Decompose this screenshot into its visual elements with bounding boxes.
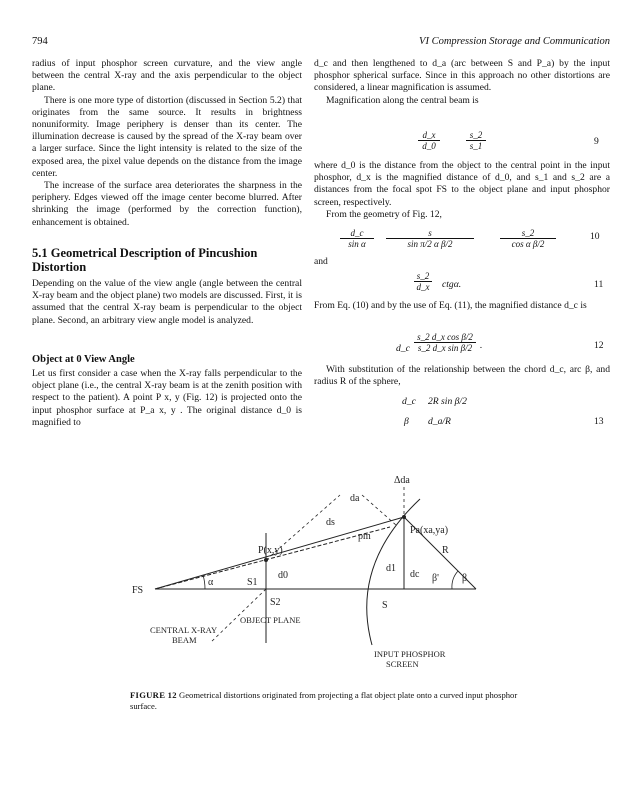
right-paragraph-5-wrap [314,300,610,312]
eq9-den-left: d_0 [422,141,436,151]
eq10-fraction-c [500,228,556,249]
label-dc: dc [410,569,420,580]
left-column-section [32,278,302,327]
label-d0: d0 [278,570,288,581]
eq10-c-num: s_2 [500,228,556,239]
figure-12-diagram [0,465,644,690]
eq10-a-den: sin α [348,239,366,249]
figure-caption-text: Geometrical distortions originated from projecting a flat object plate onto a curved input phosphor surface. [130,690,518,711]
right-column-top [314,58,610,107]
eq12-number: 12 [594,340,604,351]
eq10-a-num: d_c [340,228,374,239]
left-paragraph-4: Depending on the value of the view angle (angle between the central X-ray beam and the object plane) two models are discussed. First, it is assumed that the central X-ray beam is perpendicular to the object plane. Second, an arbitrary view angle model is analyzed. [32,278,302,326]
eq12-dot: . [480,340,483,351]
label-object-plane: OBJECT PLANE [240,615,301,625]
eq11-fraction [414,271,432,292]
eq10-number: 10 [590,231,600,242]
label-beta-prime: β' [432,573,439,584]
eq13-number: 13 [594,416,604,427]
label-dda: Δda [394,475,410,486]
eq10-c-den: cos α β/2 [511,239,545,249]
eq9-num-right: s_2 [466,130,486,141]
eq13a-lhs: d_c [402,396,416,407]
eq13a-rhs: 2R sin β/2 [428,396,467,407]
right-paragraph-1: d_c and then lengthened to d_a (arc between S and P_a) by the input phosphor spherical surface. Since in this approach no other distortions are considered, a linear magnification is assumed. [314,58,610,94]
right-paragraph-2: Magnification along the central beam is [326,94,479,106]
label-beta: β [462,573,468,584]
label-pxy: P(x,y) [258,545,283,556]
label-screen-line2: SCREEN [386,659,419,669]
eq12-lhs: d_c [396,343,410,354]
right-paragraph-4: From the geometry of Fig. 12, [326,208,442,220]
alpha-arc [203,575,205,589]
label-pa: Pa(xa,ya) [410,525,449,536]
right-column-middle [314,160,610,221]
eq9-den-right: s_1 [469,141,483,151]
label-s2: S2 [270,597,281,608]
eq10-b-num: s [386,228,474,239]
page-number: 794 [32,36,48,47]
left-paragraph-3: The increase of the surface area deteriorates the sharpness in the periphery. Edges viewed off the image center become blurred. After shrinking the image (performed by the correction function), enhancement is obtained. [32,180,302,228]
eq13b-lhs: β [404,416,409,427]
label-alpha: α [208,577,214,588]
eq13b-rhs: d_a/R [428,416,451,427]
left-paragraph-5: Let us first consider a case when the X-ray falls perpendicular to the object plane (i.e., the central X-ray beam is at the zenith position with respect to the patient). A point P x, y (Fig. 12) is projected onto the input phosphor surface at P_a x, y . The original distance d_0 is magnified to [32,368,302,428]
ray-to-pm [155,527,390,589]
eq10-fraction-a [340,228,374,249]
right-paragraph-6-wrap [314,364,610,388]
eq11-number: 11 [594,279,604,290]
label-ds: ds [326,517,335,528]
label-s: S [382,600,388,611]
eq9-left-fraction [418,130,440,151]
label-r: R [442,545,449,556]
da-guide [362,495,396,525]
eq11-num: s_2 [414,271,432,282]
eq9-right-fraction [466,130,486,151]
eq12-fraction [414,332,476,353]
eq10-fraction-b [386,228,474,249]
eq11-den: d_x [416,282,430,292]
label-fs: FS [132,585,144,596]
running-title: VI Compression Storage and Communication [419,36,610,47]
figure-caption [130,690,530,712]
eq12-num: s_2 d_x cos β/2 [414,332,476,343]
figure-caption-label: FIGURE 12 [130,690,177,700]
and-text: and [314,256,328,267]
subsection-title: Object at 0 View Angle [32,354,135,365]
point-p [264,558,268,562]
left-paragraph-1: radius of input phosphor screen curvature, and the view angle between the central X-ray and the axis perpendicular to the object plane. [32,58,302,94]
eq11-rhs: ctgα. [442,279,462,290]
right-paragraph-5: From Eq. (10) and by the use of Eq. (11), the magnified distance d_c is [314,300,587,311]
section-title: 5.1 Geometrical Description of Pincushion Distortion [32,246,258,274]
left-column [32,58,302,229]
beta-arc [452,571,458,589]
eq9-number: 9 [594,136,599,147]
right-paragraph-6: With substitution of the relationship between the chord d_c, arc β, and radius R of the sphere, [314,364,610,388]
eq10-b-den: sin π/2 α β/2 [407,239,453,249]
point-pa [402,515,406,519]
label-d1: d1 [386,563,396,574]
label-beam-line1: CENTRAL X-RAY [150,625,218,635]
left-paragraph-2: There is one more type of distortion (discussed in Section 5.2) that originates from the same source. It results in brightness nonuniformity. Image periphery is denser than its center. The illumination decrease is caused by the spread of the X-ray beam over a larger surface. Since the light intensity is related to the size of the exposed area, the pixel value depends on the distance from the image center. [32,94,302,179]
eq12-den: s_2 d_x sin β/2 [417,343,473,353]
left-column-subsection [32,368,302,429]
label-pm: pm [358,531,371,542]
label-beam-line2: BEAM [172,635,197,645]
label-screen-line1: INPUT PHOSPHOR [374,649,446,659]
label-s1: S1 [247,577,258,588]
label-da: da [350,493,360,504]
eq9-num-left: d_x [418,130,440,141]
right-paragraph-3: where d_0 is the distance from the object to the central point in the input phosphor, d_x is the magnified distance of d_0, and s_1 and s_2 are a distances from the focal spot FS to the object plane and input phosphor screen, respectively. [314,160,610,208]
